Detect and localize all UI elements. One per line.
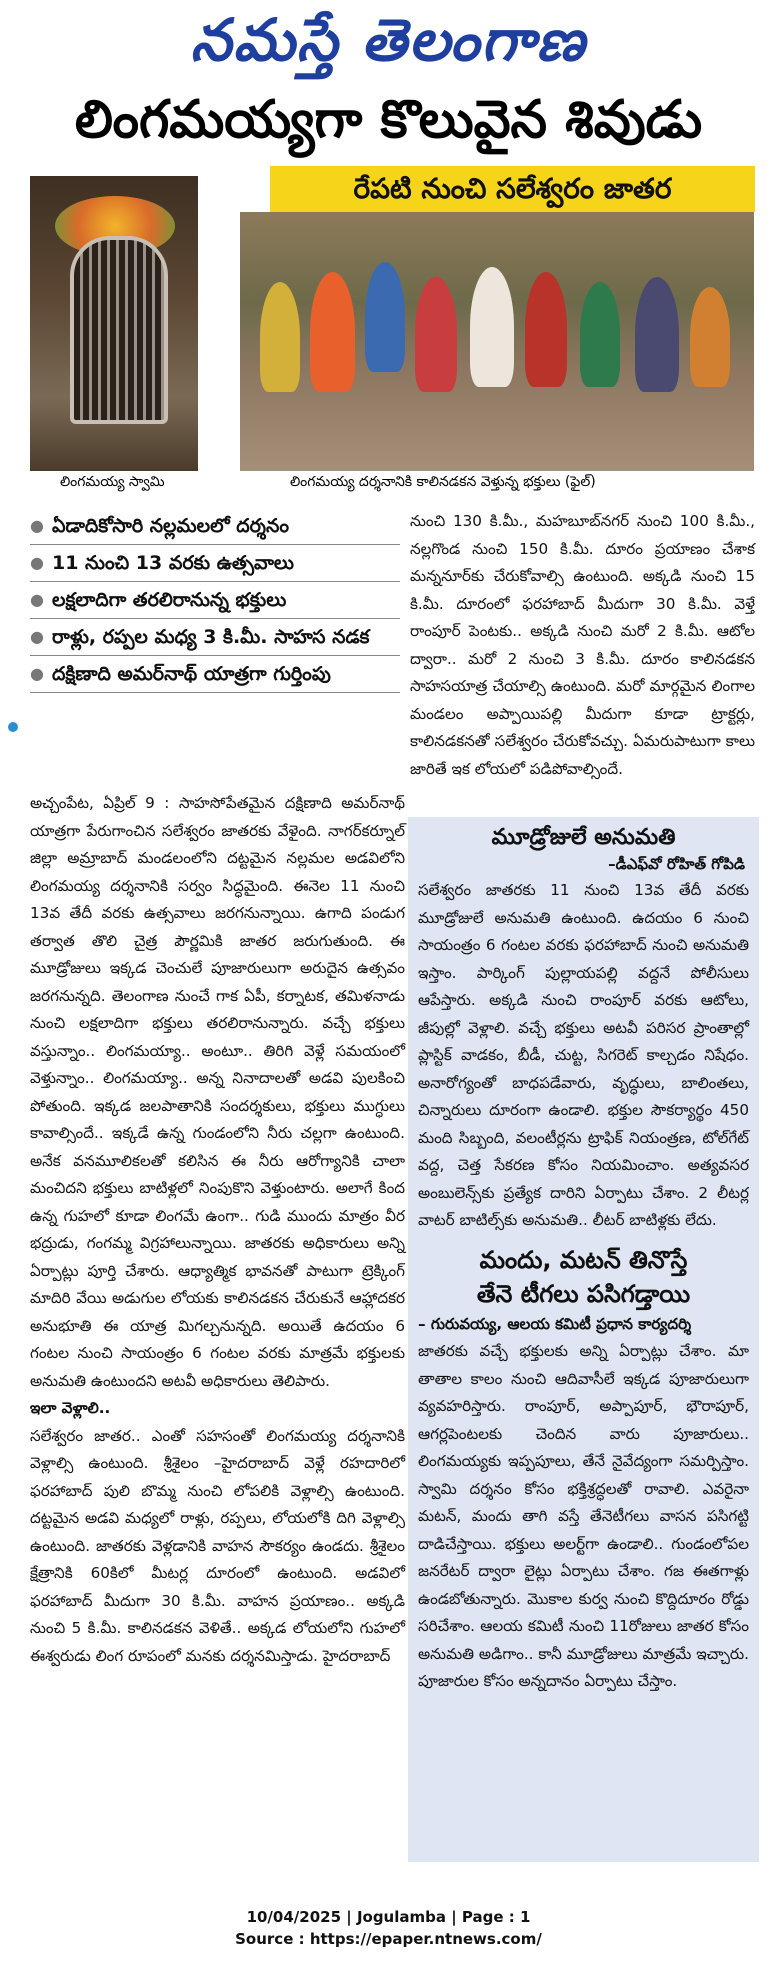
- highlight-item: ● లక్షలాదిగా తరలిరానున్న భక్తులు: [30, 582, 400, 619]
- person-figure: [415, 277, 457, 392]
- box-byline: –డీఎఫ్‌వో రోహిత్ గోపిడి: [608, 855, 745, 873]
- box-paragraph-2: జాతరకు వచ్చే భక్తులకు అన్ని ఏర్పాట్లు చేశాం. మా తాతాల కాలం నుంచి ఆదివాసీలే ఇక్కడ పూజారులుగా వ్యవహరిస్తారు. రాంపూర్, అప్పాపూర్, భౌరాపూర్, ఆగర్లపెంటలకు చెందిన వారు పూజారులు.. లింగమయ్యకు ఇప్పపూలు, తేనే నైవేద్యంగా సమర్పిస్తాం. స్వామి దర్శనం కోసం భక్తిశ్రద్ధలతో రావాలి. ఎవరైనా మటన్, మందు తాగి వస్తే తేనెటీగలు వాసన పసిగట్టి దాడిచేస్తాయి. భక్తులు అలర్ట్‌గా ఉండాలి.. గుండంలోపల జనరేటర్ ద్వారా లైట్లు ఏర్పాటు చేశాం. గజ ఈతగాళ్లు ఉండబోతున్నారు. మొకాల కుర్వ నుంచి కొద్దిదూరం రోడ్డు సరిచేశాం. ఆలయ కమిటీ నుంచి 11రోజులు జాతర కోసం అనుమతి అడిగాం.. కానీ మూడ్రోజులు మాత్రమే ఇచ్చారు. పూజారుల కోసం అన్నదానం ఏర్పాటు చేస్తాం.: [418, 1342, 749, 1690]
- shrine-photo: [30, 176, 198, 471]
- article-body-left: [30, 790, 405, 1670]
- person-figure: [260, 282, 300, 392]
- body-paragraph: అచ్చంపేట, ఏప్రిల్ 9 : సాహసోపేతమైన దక్షిణాది అమర్‌నాథ్ యాత్రగా పేరుగాంచిన సలేశ్వరం జాతరకు వేళైంది. నాగర్‌కర్నూల్ జిల్లా అమ్రాబాద్ మండలంలోని దట్టమైన నల్లమల అడవిలోని లింగమయ్య దర్శనానికి సర్వం సిద్ధమైంది. ఈనెల 11 నుంచి 13వ తేదీ వరకు ఉత్సవాలు జరగనున్నాయి. ఉగాది పండుగ తర్వాత తొలి చైత్ర పౌర్ణమికి జాతర జరుగుతుంది. ఈ మూడ్రోజులు ఇక్కడ చెంచులే పూజారులుగా అరుదైన ఉత్సవం జరగనున్నది. తెలంగాణ నుంచే గాక ఏపీ, కర్నాటక, తమిళనాడు నుంచి లక్షలాదిగా భక్తులు తరలిరానున్నారు. వచ్చే భక్తులు వస్తున్నాం.. లింగమయ్యా.. అంటూ.. తిరిగి వెళ్లే సమయంలో వెళ్తున్నాం.. లింగమయ్యా.. అన్న నినాదాలతో అడవి పులకించి పోతుంది. ఇక్కడ జలపాతానికి సందర్శకులు, భక్తులు ముగ్ధులు కావాల్సిందే.. ఇక్కడే ఉన్న గుండంలోని నీరు చల్లగా ఉంటుంది. అనేక వనమూలికలతో కలిసిన ఈ నీరు ఆరోగ్యానికి చాలా మంచిదని భక్తులు బాటిళ్లలో నింపుకొని వెళ్తుంటారు. అలాగే కింద ఉన్న గుహలో కూడా లింగమే ఉంగా.. గుడి ముందు మాత్రం వీర భద్రుడు, గంగమ్మ విగ్రహాలున్నాయి. జాతరకు అధికారులు అన్ని ఏర్పాట్లు పూర్తి చేశారు. ఆధ్యాత్మిక భావనతో పాటుగా ట్రెక్కింగ్ మాదిరి వేయి అడుగుల లోయకు కాలినడకన చేరుకునే ఆహ్లాదకర అనుభూతి ఈ యాత్ర మిగల్చనున్నది. అయితే ఉదయం 6 గంటల నుంచి సాయంత్రం 6 గంటల వరకు మాత్రమే భక్తులకు అనుమతి ఉంటుందని అటవీ అధికారులు తెలిపారు.: [30, 794, 405, 1390]
- box-byline-2: – గురువయ్య, ఆలయ కమిటీ ప్రధాన కార్యదర్శి: [418, 1314, 692, 1333]
- person-figure: [525, 272, 567, 387]
- highlight-text: రాళ్లు, రప్పల మధ్య 3 కి.మీ. సాహస నడక: [52, 626, 370, 648]
- newspaper-masthead: నమస్తే తెలంగాణ: [190, 6, 587, 74]
- person-figure: [635, 277, 679, 392]
- footer-date: 10/04/2025 | Jogulamba | Page : 1: [246, 1908, 531, 1926]
- highlight-item: ● దక్షిణాది అమర్‌నాథ్ యాత్రగా గుర్తింపు: [30, 656, 400, 693]
- box-title-2: [408, 1243, 759, 1311]
- highlight-text: 11 నుంచి 13 వరకు ఉత్సవాలు: [52, 552, 294, 574]
- article-headline: లింగమయ్యగా కొలువైన శివుడు: [74, 90, 703, 150]
- highlight-text: దక్షిణాది అమర్‌నాథ్ యాత్రగా గుర్తింపు: [52, 663, 331, 685]
- devotees-photo: [240, 212, 754, 471]
- section-subhead: ఇలా వెళ్లాలి..: [30, 1399, 111, 1417]
- highlight-item: ● రాళ్లు, రప్పల మధ్య 3 కి.మీ. సాహస నడక: [30, 619, 400, 656]
- shrine-gate: [70, 236, 168, 424]
- photo-caption-left: లింగమయ్య స్వామి: [60, 474, 165, 490]
- person-figure: [310, 272, 355, 392]
- app-dot-icon: [8, 722, 18, 732]
- article-body-right: [410, 508, 755, 783]
- footer-source: Source : https://epaper.ntnews.com/: [235, 1930, 542, 1948]
- person-figure: [690, 287, 730, 387]
- sidebar-box: [408, 817, 759, 1862]
- article-subheadline: రేపటి నుంచి సలేశ్వరం జాతర: [270, 166, 755, 212]
- photo-caption-right: లింగమయ్య దర్శనానికి కాలినడకన వెళ్తున్న భక్తులు (ఫైల్): [290, 474, 596, 490]
- body-paragraph: సలేశ్వరం జాతర.. ఎంతో సహసంతో లింగమయ్య దర్శనానికి వెళ్లాల్సి ఉంటుంది. శ్రీశైలం –హైదరాబాద్ వెళ్లే రహదారిలో ఫరహాబాద్ పులి బొమ్మ నుంచి లోపలికి వెళ్లాల్సి ఉంటుంది. దట్టమైన అడవి మధ్యలో రాళ్లు, రప్పలు, లోయలోకి దిగి వెళ్లాల్సి ఉంటుంది. జాతరకు వెళ్లడానికి వాహన సౌకర్యం ఉండదు. శ్రీశైలం క్షేత్రానికి 60కిలో మీటర్ల దూరంలో ఉంటుంది. అడవిలో ఫరహాబాద్ మీదుగా 30 కి.మీ. వాహన ప్రయాణం.. అక్కడి నుంచి 5 కి.మీ. కాలినడకన వెళితే.. అక్కడ లోయలోని గుహలో ఈశ్వరుడు లింగ రూపంలో మనకు దర్శనమిస్తాడు. హైదరాబాద్: [30, 1426, 405, 1665]
- person-figure: [470, 267, 514, 387]
- highlight-text: లక్షలాదిగా తరలిరానున్న భక్తులు: [52, 589, 287, 611]
- highlight-item: ● 11 నుంచి 13 వరకు ఉత్సవాలు: [30, 545, 400, 582]
- box-title-2-line1: మందు, మటన్ తినొస్తే: [479, 1245, 688, 1274]
- highlight-item: ● ఏడాదికోసారి నల్లమలలో దర్శనం: [30, 508, 400, 545]
- box-title-2-line2: తేనె టీగలు పసిగడ్తాయి: [476, 1279, 691, 1308]
- box-paragraph: సలేశ్వరం జాతరకు 11 నుంచి 13వ తేదీ వరకు మూడ్రోజులే అనుమతి ఉంటుంది. ఉదయం 6 నుంచి సాయంత్రం 6 గంటల వరకు ఫరహాబాద్ నుంచి అనుమతి ఇస్తాం. పార్కింగ్ పుల్లాయపల్లి వద్దనే పోలీసులు ఆపేస్తారు. అక్కడి నుంచి రాంపూర్ వరకు ఆటోలు, జీపుల్లో వెళ్లాలి. వచ్చే భక్తులు అటవీ పరిసర ప్రాంతాల్లో ప్లాస్టిక్ వాడకం, బీడీ, చుట్ట, సిగరెట్ కాల్చడం నిషేధం. అనారోగ్యంతో బాధపడేవారు, వృద్ధులు, బాలింతలు, చిన్నారులు దూరంగా ఉండాలి. భక్తుల సౌకర్యార్థం 450 మంది సిబ్బంది, వలంటీర్లను ట్రాఫిక్ నియంత్రణ, టోల్‌గేట్ వద్ద, చెత్త సేకరణ కోసం నియమించాం. అత్యవసర అంబులెన్స్‌కు ప్రత్యేక దారిని ఏర్పాటు చేశాం. 2 లీటర్ల వాటర్ బాటిల్స్‌కు అనుమతి.. లీటర్ బాటిళ్లకు లేదు.: [418, 881, 749, 1229]
- box-title: మూడ్రోజులే అనుమతి: [491, 825, 676, 850]
- highlight-text: ఏడాదికోసారి నల్లమలలో దర్శనం: [52, 515, 289, 537]
- body-paragraph: నుంచి 130 కి.మీ., మహబూబ్‌నగర్ నుంచి 100 కి.మీ., నల్లగొండ నుంచి 150 కి.మీ. దూరం ప్రయాణం చేశాక మన్ననూర్‌కు చేరుకోవాల్సి ఉంటుంది. అక్కడి నుంచి 15 కి.మీ. దూరంలో ఫరహాబాద్ మీదుగా 30 కి.మీ. వెళ్తే రాంపూర్ పెంటకు.. అక్కడి నుంచి మరో 2 కి.మీ. ఆటోల ద్వారా.. మరో 2 నుంచి 3 కి.మీ. దూరం కాలినడకన సాహసయాత్ర చేయాల్సి ఉంటుంది. మరో మార్గమైన లింగాల మండలం అప్పాయిపల్లి మీదుగా కూడా ట్రాక్టర్లు, కాలినడకనతో సలేశ్వరం చేరుకోవచ్చు. ఏమరుపాటుగా కాలు జారితే ఇక లోయలో పడిపోవాల్సిందే.: [410, 512, 755, 778]
- person-figure: [365, 262, 405, 372]
- person-figure: [580, 282, 620, 387]
- highlights-list: [30, 508, 400, 693]
